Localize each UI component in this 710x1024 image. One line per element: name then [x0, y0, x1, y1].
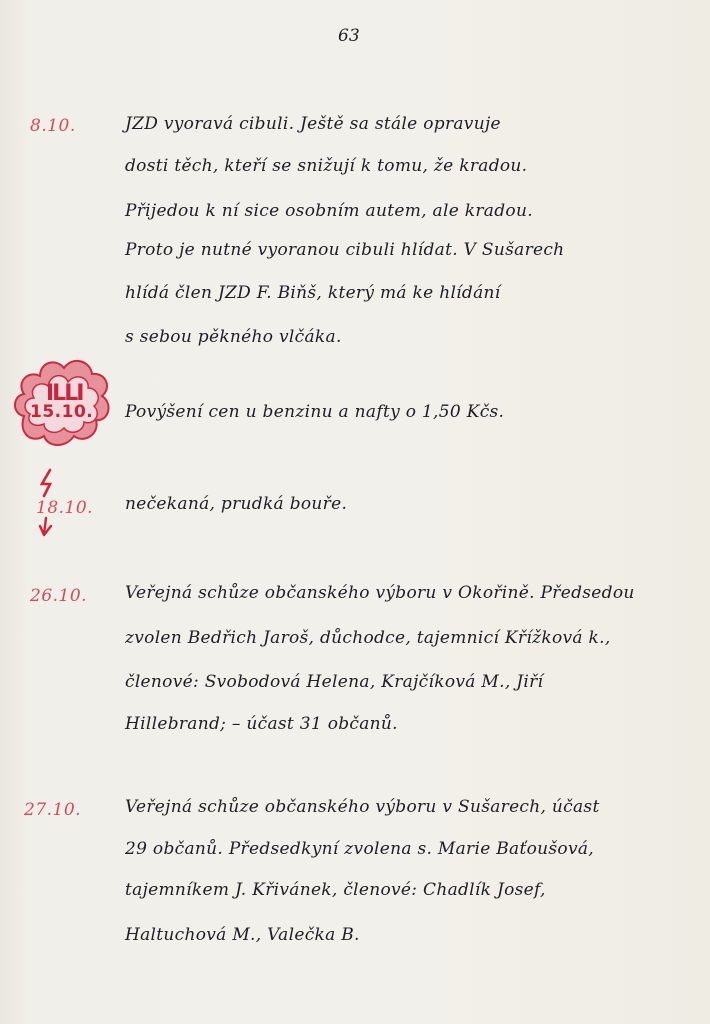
entry-date: 26.10. [30, 586, 88, 606]
entry-line: zvolen Bedřich Jaroš, důchodce, tajemnicí Křížková k., [125, 628, 611, 648]
entry-line: s sebou pěkného vlčáka. [125, 327, 342, 347]
entry-line: Haltuchová M., Valečka B. [125, 925, 360, 945]
entry-line: 29 občanů. Předsedkyní zvolena s. Marie Baťoušová, [125, 839, 595, 859]
stamp-date: 15.10. [30, 402, 94, 422]
entry-date: 18.10. [36, 498, 94, 518]
entry-line: Přijedou k ní sice osobním autem, ale kradou. [125, 201, 533, 221]
entry-line: hlídá člen JZD F. Biňš, který má ke hlídání [125, 283, 501, 303]
page-number: 63 [338, 26, 360, 46]
entry-line: nečekaná, prudká bouře. [125, 494, 348, 514]
entry-line: tajemníkem J. Křivánek, členové: Chadlík Josef, [125, 880, 546, 900]
red-stamp [10, 352, 114, 452]
entry-line: Hillebrand; – účast 31 občanů. [125, 714, 398, 734]
entry-line: Povýšení cen u benzinu a nafty o 1,50 Kčs. [125, 402, 505, 422]
entry-line: JZD vyoravá cibuli. Ještě sa stále opravuje [125, 114, 501, 134]
entry-line: Veřejná schůze občanského výboru v Sušarech, účast [125, 797, 600, 817]
entry-line: dosti těch, kteří se snižují k tomu, že kradou. [125, 156, 528, 176]
entry-line: Veřejná schůze občanského výboru v Okořině. Předsedou [125, 583, 635, 603]
entry-line: členové: Svobodová Helena, Krajčíková M., Jiří [125, 672, 544, 692]
entry-date: 27.10. [24, 800, 82, 820]
svg-text:ILLI: ILLI [46, 381, 83, 406]
entry-line: Proto je nutné vyoranou cibuli hlídat. V Sušarech [125, 240, 565, 260]
entry-date: 8.10. [30, 116, 76, 136]
